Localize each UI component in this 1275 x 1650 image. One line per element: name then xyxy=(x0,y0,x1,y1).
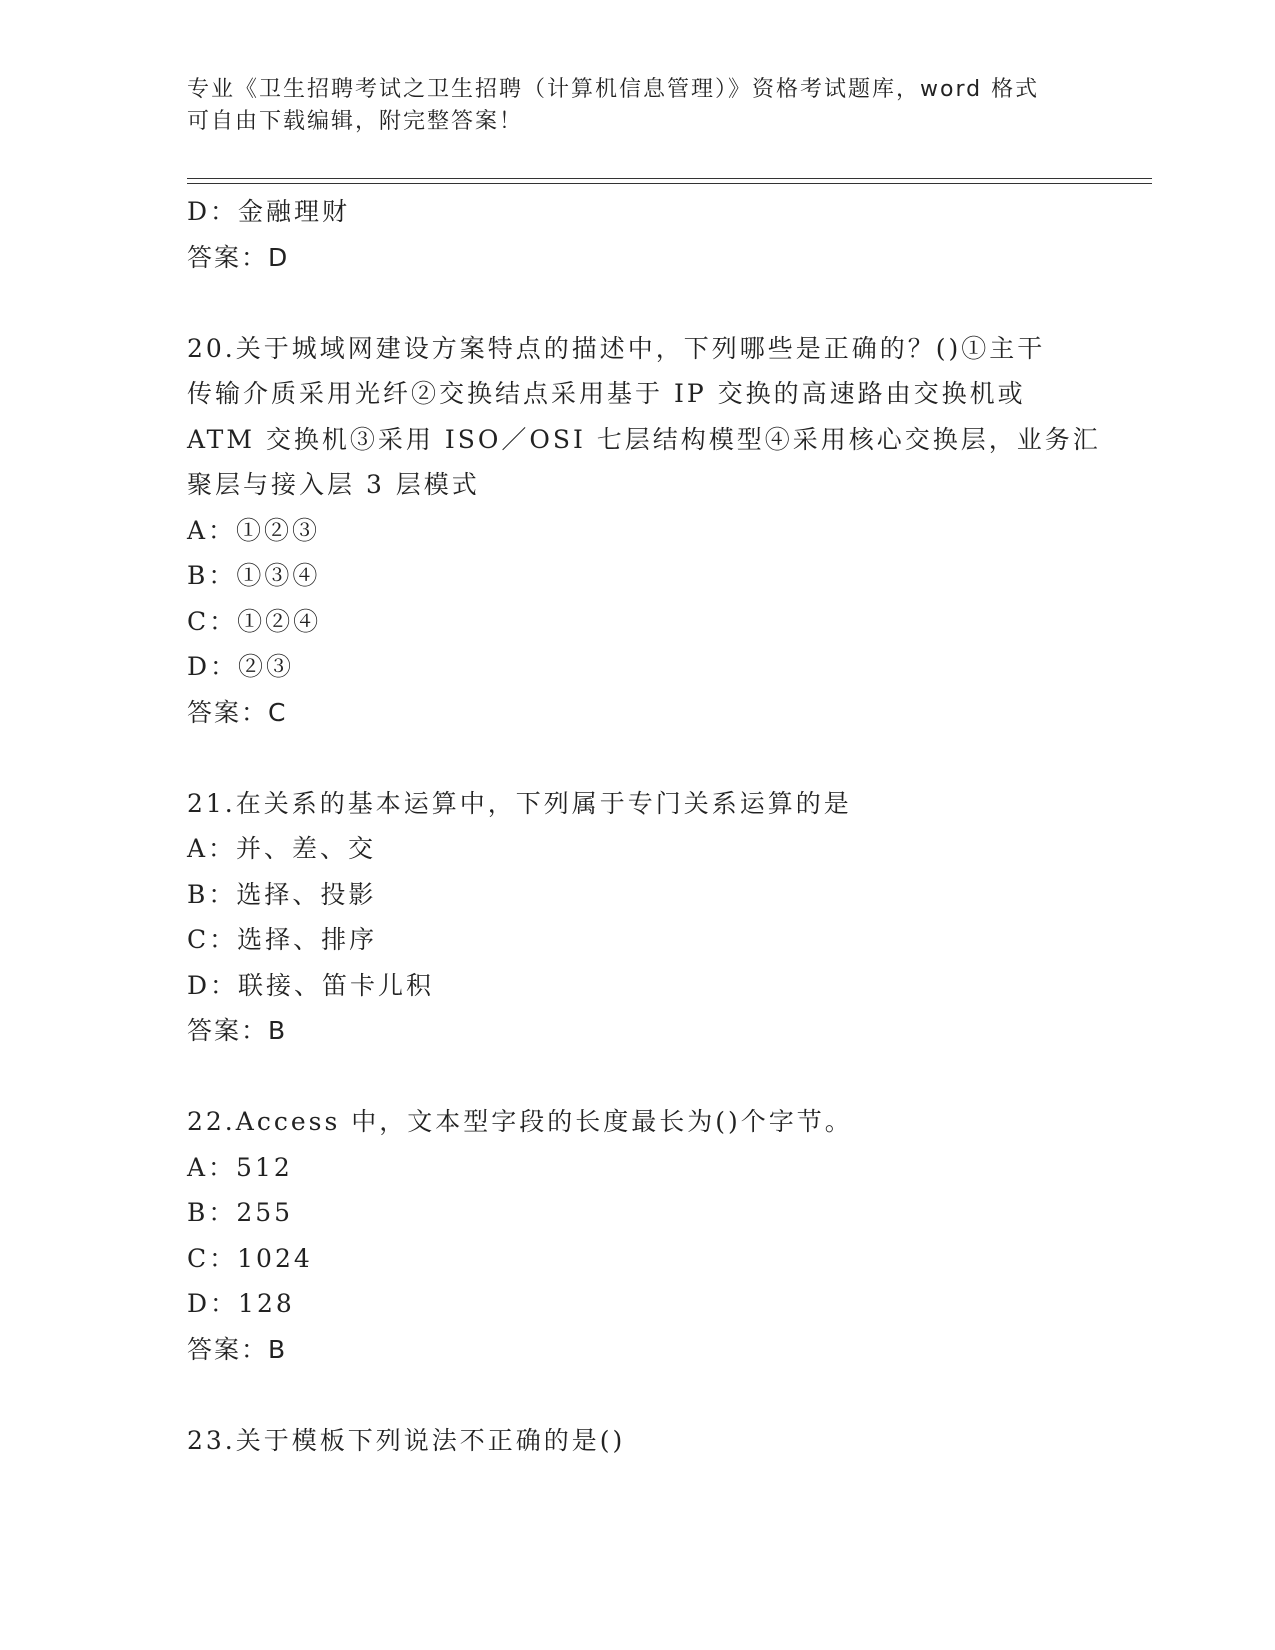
q22-option-c: C：1024 xyxy=(187,1243,313,1273)
q21-option-c: C：选择、排序 xyxy=(187,925,378,954)
spacer xyxy=(187,1372,1087,1418)
q20-option-c: C：①②④ xyxy=(187,606,322,636)
q22-answer: 答案：B xyxy=(187,1334,288,1364)
q20-stem-line-3: ATM 交换机③采用 ISO／OSI 七层结构模型④采用核心交换层，业务汇 xyxy=(187,424,1101,454)
header-rule-top xyxy=(187,178,1152,179)
header-line-2: 可自由下载编辑，附完整答案！ xyxy=(187,109,524,134)
prev-option-d: D：金融理财 xyxy=(187,197,351,226)
q21-stem: 21.在关系的基本运算中，下列属于专门关系运算的是 xyxy=(187,788,852,818)
q22-option-b: B：255 xyxy=(187,1198,294,1227)
document-header xyxy=(187,74,1077,138)
spacer xyxy=(187,280,1087,326)
q20-stem-line-4: 聚层与接入层 3 层模式 xyxy=(187,470,480,499)
prev-answer: 答案：D xyxy=(187,242,290,272)
header-rule-bottom xyxy=(187,183,1152,184)
q23-stem: 23.关于模板下列说法不正确的是() xyxy=(187,1425,626,1455)
q20-stem-line-1: 20.关于城域网建设方案特点的描述中，下列哪些是正确的？()①主干 xyxy=(187,333,1046,363)
spacer xyxy=(187,1054,1087,1100)
spacer xyxy=(187,735,1087,781)
question-list xyxy=(187,189,1101,1463)
q22-stem: 22.Access 中，文本型字段的长度最长为()个字节。 xyxy=(187,1107,853,1136)
q20-option-d: D：②③ xyxy=(187,652,295,681)
q21-option-b: B：选择、投影 xyxy=(187,879,377,909)
q22-option-a: A：512 xyxy=(187,1152,293,1182)
q22-option-d: D：128 xyxy=(187,1289,295,1318)
q20-stem-line-2: 传输介质采用光纤②交换结点采用基于 IP 交换的高速路由交换机或 xyxy=(187,379,1026,408)
q20-answer: 答案：C xyxy=(187,697,288,727)
q20-option-b: B：①③④ xyxy=(187,561,321,590)
q20-option-a: A：①②③ xyxy=(187,515,321,545)
q21-option-d: D：联接、笛卡儿积 xyxy=(187,970,435,1000)
q21-option-a: A：并、差、交 xyxy=(187,834,377,863)
header-line-1: 专业《卫生招聘考试之卫生招聘（计算机信息管理）》资格考试题库，word 格式 xyxy=(187,77,1040,102)
q21-answer: 答案：B xyxy=(187,1016,288,1045)
